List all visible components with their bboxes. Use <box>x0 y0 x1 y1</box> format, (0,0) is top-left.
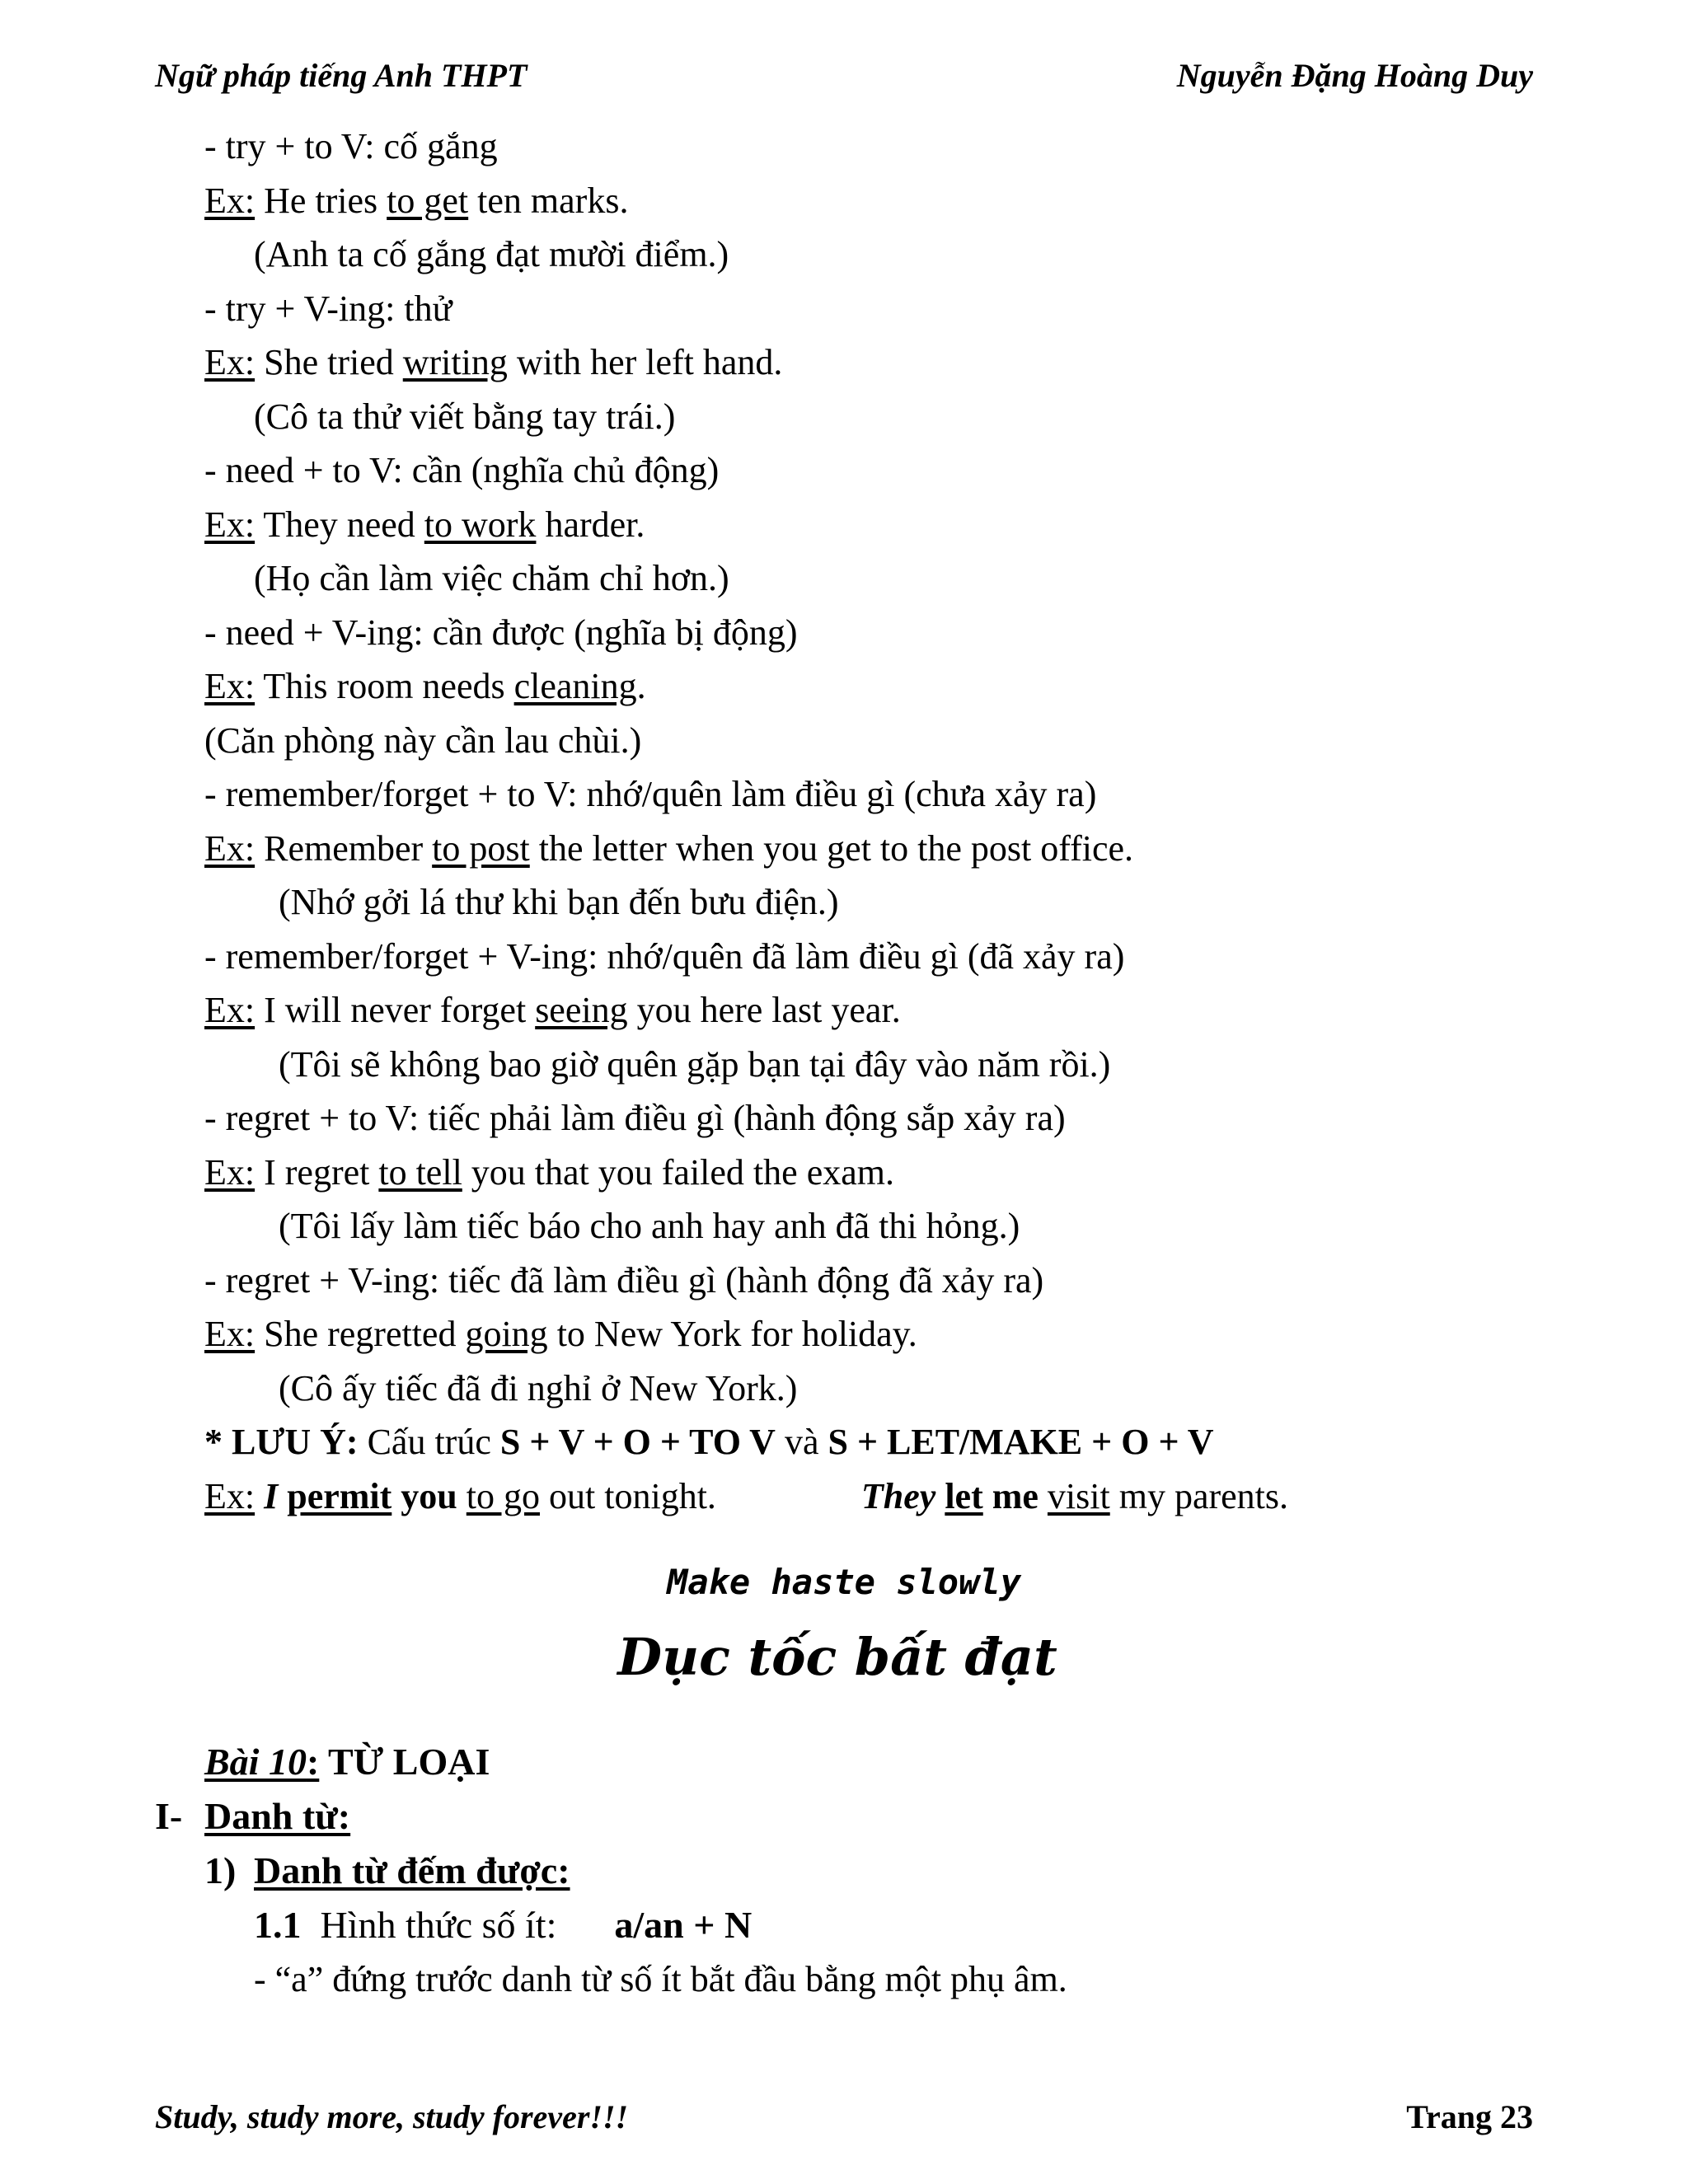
example-line: Ex: She regretted going to New York for holiday. <box>204 1314 917 1354</box>
header-author: Nguyễn Đặng Hoàng Duy <box>1176 57 1533 94</box>
ex-label: Ex: <box>204 666 256 706</box>
ex-label: Ex: <box>204 990 256 1030</box>
proverb-english: Make haste slowly <box>667 1562 1021 1602</box>
page-number: Trang 23 <box>1406 2098 1533 2135</box>
example-line: Ex: I will never forget seeing you here last year. <box>204 990 901 1030</box>
example-line: Ex: This room needs cleaning. <box>204 666 646 706</box>
grammar-content <box>204 120 1556 1523</box>
note-example-line: Ex: I permit you to go out tonight. They let me visit my parents. <box>204 1475 1289 1516</box>
rule-regret-to-v: - regret + to V: tiếc phải làm điều gì (hành động sắp xảy ra) <box>204 1098 1066 1138</box>
example-line: Ex: He tries to get ten marks. <box>204 180 629 221</box>
ex-label: Ex: <box>204 342 256 382</box>
rule-remember-ving: - remember/forget + V-ing: nhớ/quên đã làm điều gì (đã xảy ra) <box>204 935 1125 977</box>
lesson-heading: Bài 10: TỪ LOẠI <box>204 1741 490 1783</box>
note-line: * LƯU Ý: Cấu trúc S + V + O + TO V và S + LET/MAKE + O + V <box>204 1422 1214 1462</box>
note-label: * LƯU Ý: <box>204 1422 359 1462</box>
ex-label: Ex: <box>204 1475 256 1516</box>
section-number: I- <box>155 1795 183 1837</box>
ex-label: Ex: <box>204 827 256 869</box>
rule-need-ving: - need + V-ing: cần được (nghĩa bị động) <box>204 612 798 653</box>
translation-line: (Cô ấy tiếc đã đi nghỉ ở New York.) <box>279 1367 798 1408</box>
header-title: Ngữ pháp tiếng Anh THPT <box>155 57 528 94</box>
ex-label: Ex: <box>204 1151 256 1193</box>
example-line: Ex: She tried writing with her left hand. <box>204 342 783 382</box>
rule-try-ving: - try + V-ing: thử <box>204 288 452 329</box>
translation-line: (Họ cần làm việc chăm chỉ hơn.) <box>254 558 729 598</box>
rule-need-to-v: - need + to V: cần (nghĩa chủ động) <box>204 450 720 490</box>
rule-remember-to-v: - remember/forget + to V: nhớ/quên làm điều gì (chưa xảy ra) <box>204 774 1097 814</box>
translation-line: (Tôi lấy làm tiếc báo cho anh hay anh đã thi hỏng.) <box>279 1206 1020 1246</box>
item-line: 1.1 Hình thức số ít: a/an + N <box>254 1904 753 1946</box>
proverb-vietnamese: Dục tốc bất đạt <box>617 1627 1057 1687</box>
example-line: Ex: I regret to tell you that you failed the exam. <box>204 1151 894 1193</box>
calligraphy-proverb <box>617 1615 1057 1706</box>
translation-line: (Căn phòng này cần lau chùi.) <box>204 719 642 761</box>
translation-line: (Cô ta thử viết bằng tay trái.) <box>254 396 676 437</box>
section-heading: Danh từ: <box>204 1795 351 1837</box>
translation-line: (Anh ta cố gắng đạt mười điểm.) <box>254 234 729 274</box>
example-line: Ex: They need to work harder. <box>204 504 645 545</box>
item-note: - “a” đứng trước danh từ số ít bắt đầu bằng một phụ âm. <box>254 1959 1067 1999</box>
rule-regret-ving: - regret + V-ing: tiếc đã làm điều gì (hành động đã xảy ra) <box>204 1259 1044 1301</box>
translation-line: (Tôi sẽ không bao giờ quên gặp bạn tại đây vào năm rồi.) <box>279 1043 1111 1085</box>
ex-label: Ex: <box>204 180 256 221</box>
translation-line: (Nhớ gởi lá thư khi bạn đến bưu điện.) <box>279 882 839 922</box>
ex-label: Ex: <box>204 1314 256 1354</box>
rule-try-to-v: - try + to V: cố gắng <box>204 126 498 166</box>
subsection-number: 1) <box>204 1849 237 1891</box>
subsection-heading: Danh từ đếm được: <box>254 1849 570 1891</box>
example-line: Ex: Remember to post the letter when you get to the post office. <box>204 827 1134 869</box>
ex-label: Ex: <box>204 504 256 545</box>
footer-motto: Study, study more, study forever!!! <box>155 2098 629 2135</box>
